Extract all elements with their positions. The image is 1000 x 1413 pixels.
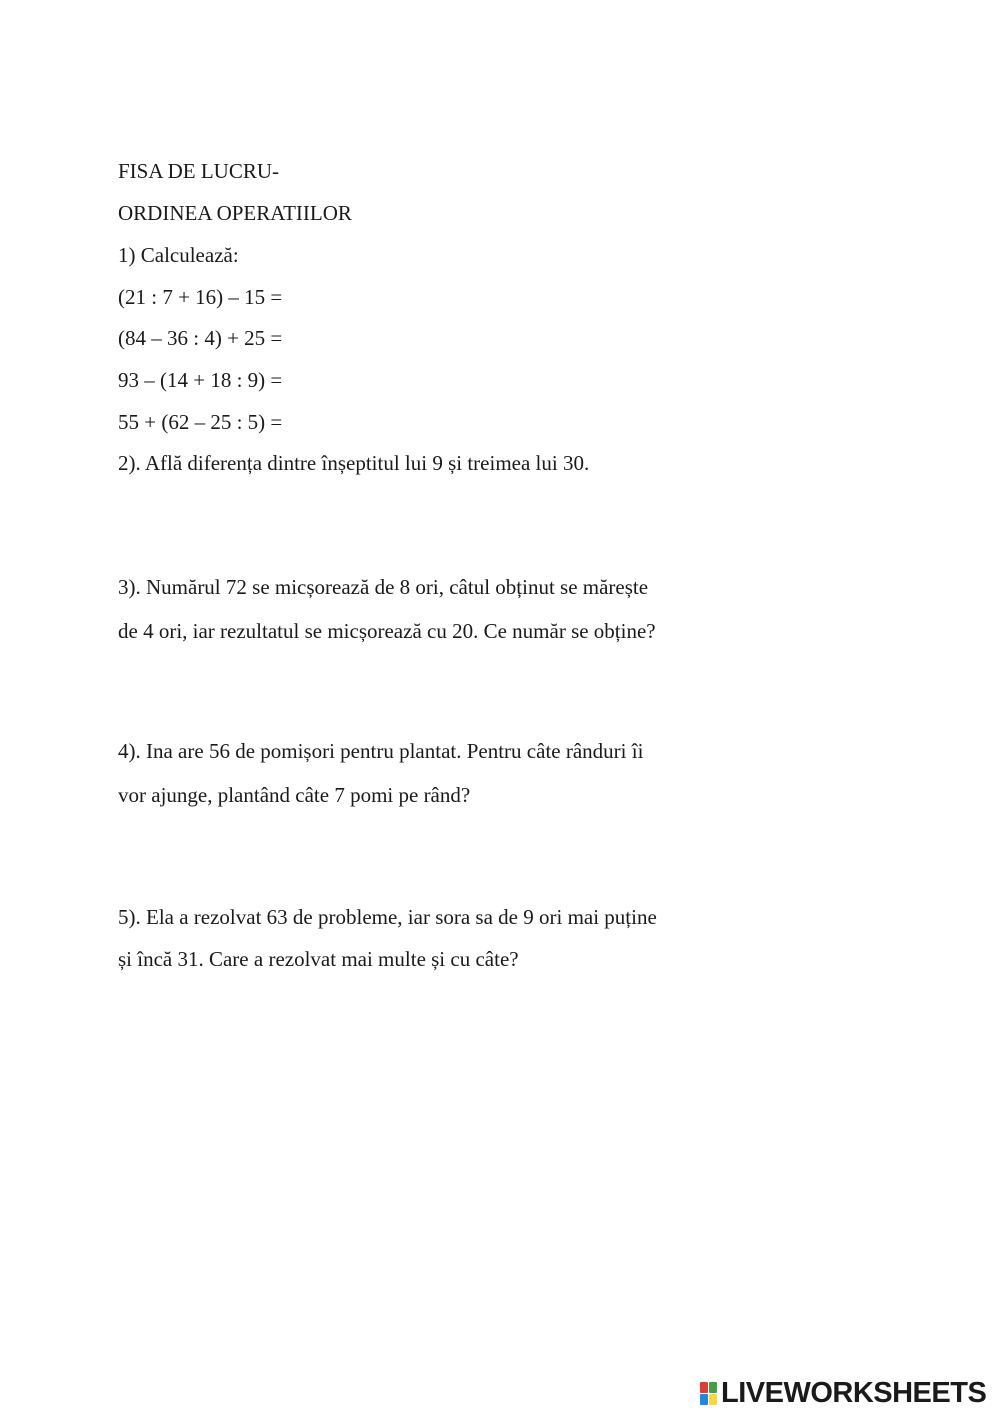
exercise-1-item: 93 – (14 + 18 : 9) = xyxy=(118,368,283,392)
exercise-3-line-2: de 4 ori, iar rezultatul se micșorează cu 20. Ce număr se obține? xyxy=(118,619,656,643)
exercise-1-heading: 1) Calculează: xyxy=(118,243,239,267)
liveworksheets-logo-icon xyxy=(700,1382,717,1405)
logo-mark-square-blue xyxy=(700,1394,708,1405)
exercise-4-line-2: vor ajunge, plantând câte 7 pomi pe rând? xyxy=(118,783,471,807)
exercise-5-line-2: și încă 31. Care a rezolvat mai multe și cu câte? xyxy=(118,947,519,971)
exercise-5-line-1: 5). Ela a rezolvat 63 de probleme, iar sora sa de 9 ori mai puține xyxy=(118,905,657,929)
exercise-1-item: (21 : 7 + 16) – 15 = xyxy=(118,285,283,309)
exercise-4-line-1: 4). Ina are 56 de pomișori pentru plantat. Pentru câte rânduri îi xyxy=(118,739,644,763)
exercise-2-text: 2). Află diferența dintre înșeptitul lui 9 și treimea lui 30. xyxy=(118,451,590,475)
liveworksheets-logo xyxy=(700,1376,987,1409)
logo-mark-square-green xyxy=(709,1382,717,1393)
logo-mark-square-yellow xyxy=(709,1394,717,1405)
exercise-3-line-1: 3). Numărul 72 se micșorează de 8 ori, câtul obținut se mărește xyxy=(118,575,649,599)
logo-mark-square-red xyxy=(700,1382,708,1393)
worksheet-title: FISA DE LUCRU- xyxy=(118,159,280,183)
exercise-1-item: 55 + (62 – 25 : 5) = xyxy=(118,410,283,434)
worksheet-subtitle: ORDINEA OPERATIILOR xyxy=(118,201,352,225)
liveworksheets-logo-text: LIVEWORKSHEETS xyxy=(721,1376,987,1409)
exercise-1-item: (84 – 36 : 4) + 25 = xyxy=(118,326,283,350)
